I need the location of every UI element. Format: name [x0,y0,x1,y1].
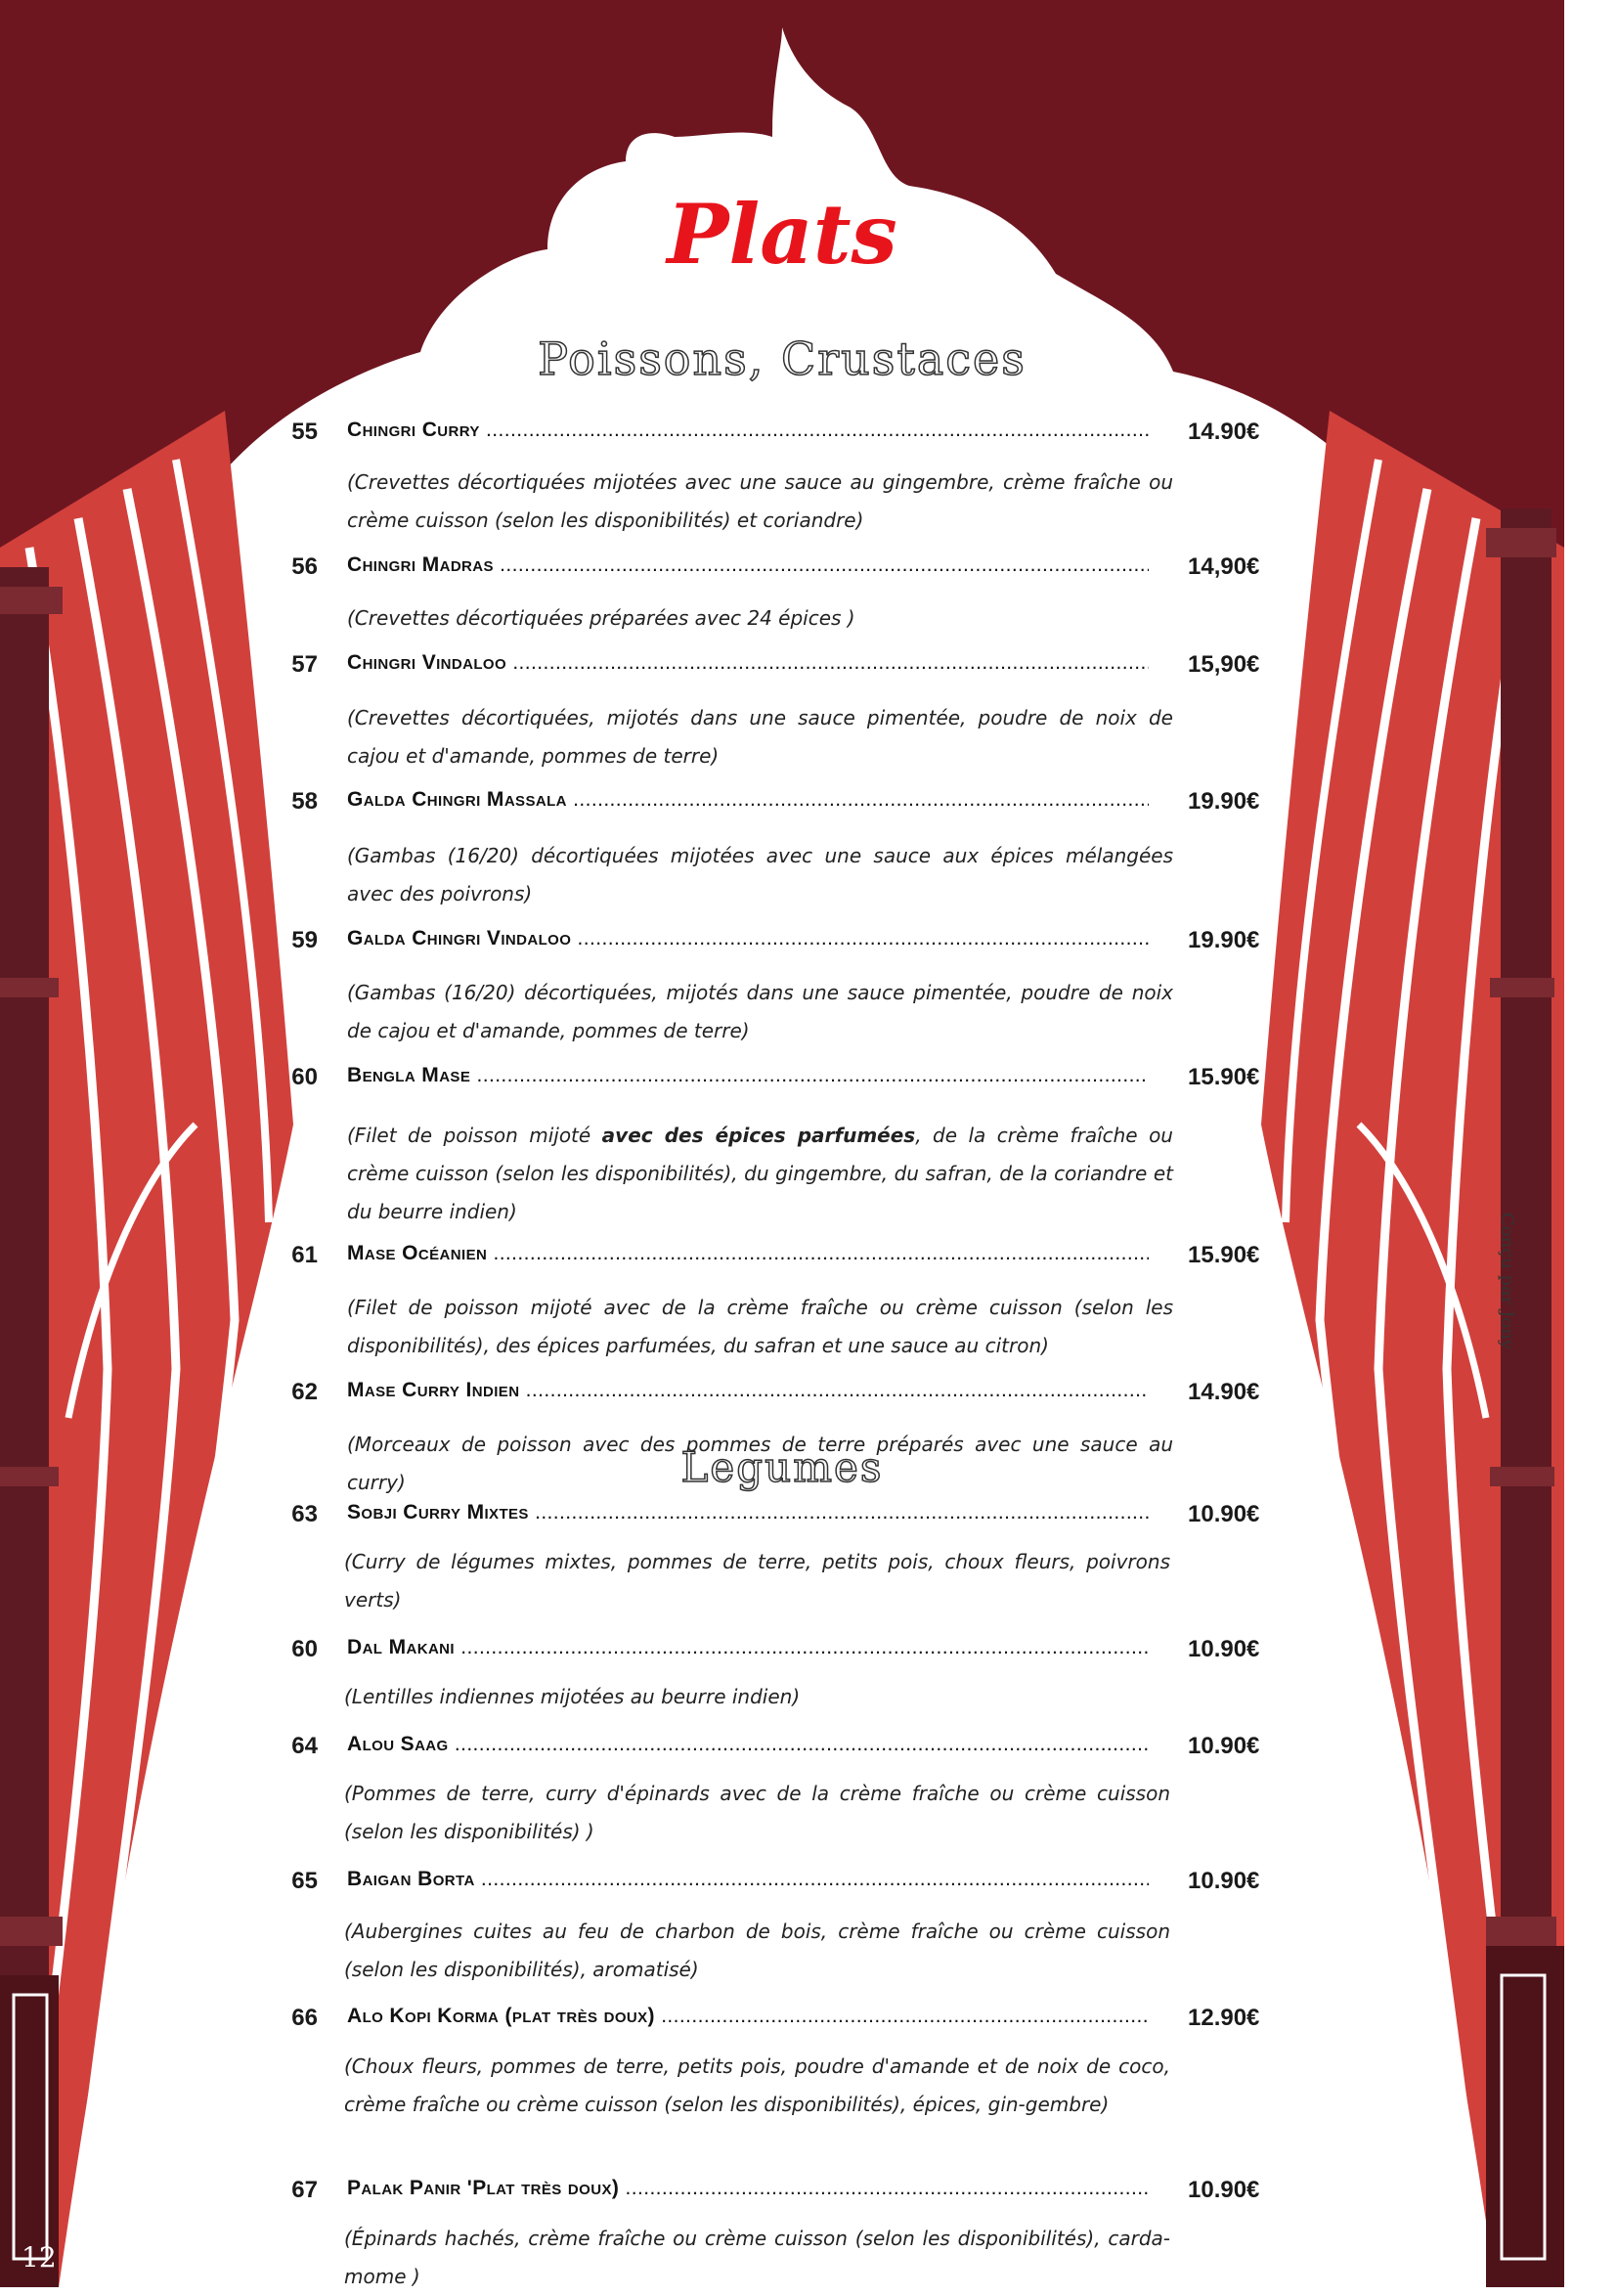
menu-item-57 [279,651,1286,690]
item-number: 56 [291,553,318,580]
item-price: 10.90€ [1188,1636,1260,1662]
item-price: 14,90€ [1188,553,1260,580]
item-number: 61 [291,1242,318,1268]
menu-item-64 [279,1733,1286,1772]
menu-item-55 [279,419,1286,458]
item-name: Bengla Mase ..... [347,1064,1149,1087]
item-number: 67 [291,2177,318,2203]
item-price: 12.90€ [1188,2005,1260,2031]
item-price: 15.90€ [1188,1242,1260,1268]
item-name: Galda Chingri Vindaloo ..... [347,927,1149,950]
menu-item-61 [279,1242,1286,1281]
item-name: Alou Saag ..... [347,1733,1149,1756]
menu-item-59 [279,927,1286,966]
item-price: 19.90€ [1188,927,1260,953]
item-number: 58 [291,788,318,815]
item-price: 10.90€ [1188,2177,1260,2203]
item-name: Palak Panir 'Plat très doux) ..... [347,2177,1149,2200]
menu-item-56 [279,553,1286,593]
menu-item-60b [279,1636,1286,1675]
menu-item-60 [279,1064,1286,1103]
item-number: 57 [291,651,318,678]
item-price: 15,90€ [1188,651,1260,678]
item-number: 55 [291,419,318,445]
item-description: (Crevettes décortiquées préparées avec 24 épices ) [347,606,855,630]
section-heading-legumes: Legumes [680,1443,884,1491]
item-number: 64 [291,1733,318,1759]
item-description [347,1117,1173,1231]
item-description: (Crevettes décortiquées, mijotés dans une sauce pimentée, poudre de noix de cajou et d'amande, pommes de terre) [347,706,1173,768]
item-price: 10.90€ [1188,1501,1260,1527]
item-description: (Choux fleurs, pommes de terre, petits pois, poudre d'amande et de noix de coco, crème fraîche ou crème cuisson (selon les disponibilités), épices, gin-gembre) [344,2054,1170,2116]
item-number: 66 [291,2005,318,2031]
item-description: (Épinards hachés, crème fraîche ou crème cuisson (selon les disponibilités), carda-mome ) [344,2227,1170,2288]
item-price: 10.90€ [1188,1868,1260,1894]
menu-item-58 [279,788,1286,827]
item-price: 15.90€ [1188,1064,1260,1090]
item-number: 60 [291,1636,318,1662]
item-description: (Curry de légumes mixtes, pommes de terre, petits pois, choux fleurs, poivrons verts) [344,1550,1170,1612]
item-name: Sobji Curry Mixtes ..... [347,1501,1149,1524]
item-number: 65 [291,1868,318,1894]
item-name: Chingri Madras ..... [347,553,1149,577]
section-heading-poissons: Poissons, Crustaces [538,332,1027,385]
item-name: Alo Kopi Korma (plat très doux) ..... [347,2005,1149,2028]
item-name: Chingri Curry ..... [347,419,1149,442]
item-description: (Gambas (16/20) décortiquées mijotées avec une sauce aux épices mélangées avec des poivrons) [347,844,1173,905]
page-title: Plats [667,186,897,283]
item-description: (Morceaux de poisson avec des pommes de terre préparés avec une sauce au curry) [347,1433,1173,1494]
item-name: Galda Chingri Massala ..... [347,788,1149,812]
designer-credit: Conçu par Jony [1497,1213,1517,1349]
item-name: Chingri Vindaloo ..... [347,651,1149,675]
item-price: 14.90€ [1188,419,1260,445]
item-price: 14.90€ [1188,1379,1260,1405]
menu-item-66 [279,2005,1286,2044]
item-name: Baigan Borta ..... [347,1868,1149,1891]
menu-item-65 [279,1868,1286,1907]
item-number: 59 [291,927,318,953]
item-description: (Filet de poisson mijoté avec de la crème fraîche ou crème cuisson (selon les disponibilités), des épices parfumées, du safran et une sauce au citron) [347,1296,1173,1357]
description-text: (Filet de poisson mijoté [347,1124,602,1147]
item-name: Mase Océanien ..... [347,1242,1149,1265]
menu-item-63 [279,1501,1286,1540]
item-description: (Crevettes décortiquées mijotées avec une sauce au gingembre, crème fraîche ou crème cuisson (selon les disponibilités) et coriandre) [347,470,1173,532]
description-text: , de la crème fraîche ou crème cuisson (selon les disponibilités), du gingembre, du safran, de la coriandre et du beurre indien) [347,1124,1173,1223]
description-emphasis: avec des épices parfumées [601,1124,916,1147]
item-name: Dal Makani ..... [347,1636,1149,1659]
item-name: Mase Curry Indien ..... [347,1379,1149,1402]
item-description: (Pommes de terre, curry d'épinards avec de la crème fraîche ou crème cuisson (selon les disponibilités) ) [344,1782,1170,1843]
menu-item-67 [279,2177,1286,2216]
item-description: (Lentilles indiennes mijotées au beurre indien) [344,1685,801,1708]
item-price: 10.90€ [1188,1733,1260,1759]
menu-item-62 [279,1379,1286,1418]
item-description: (Gambas (16/20) décortiquées, mijotés dans une sauce pimentée, poudre de noix de cajou et d'amande, pommes de terre) [347,981,1173,1042]
item-description: (Aubergines cuites au feu de charbon de bois, crème fraîche ou crème cuisson (selon les disponibilités), aromatisé) [344,1920,1170,1981]
item-number: 63 [291,1501,318,1527]
page-number: 12 [22,2241,57,2274]
item-price: 19.90€ [1188,788,1260,815]
item-number: 62 [291,1379,318,1405]
item-number: 60 [291,1064,318,1090]
